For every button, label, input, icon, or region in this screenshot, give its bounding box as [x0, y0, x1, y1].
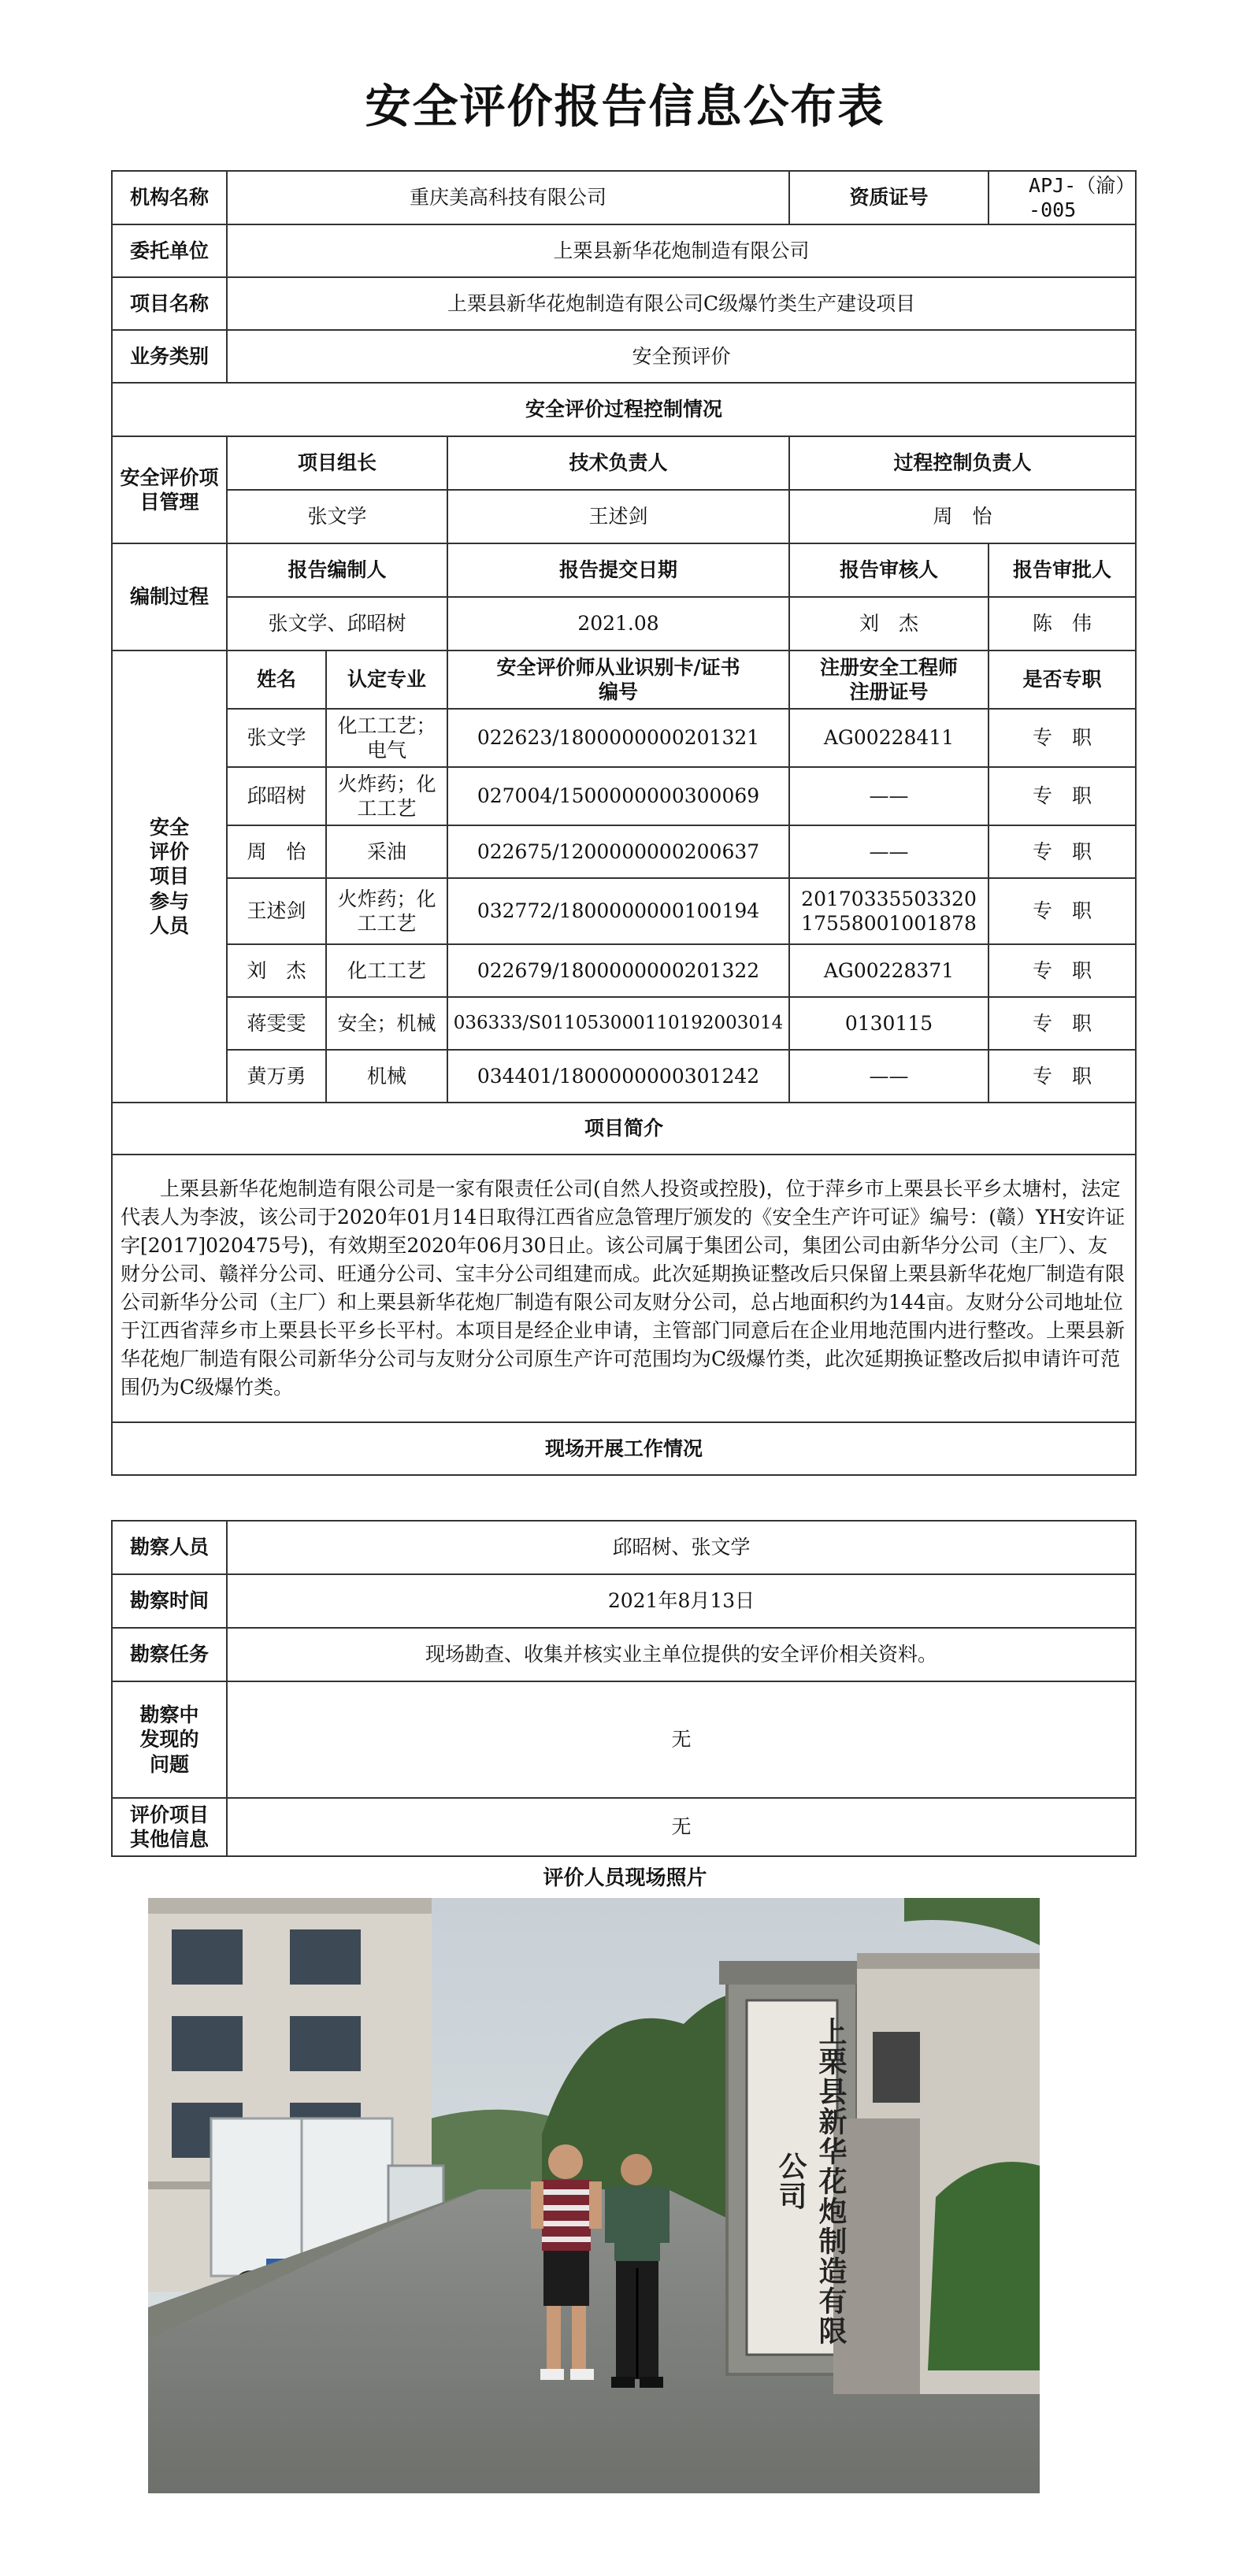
- participant-fulltime: 专 职: [989, 997, 1136, 1050]
- org-name-label: 机构名称: [112, 171, 227, 224]
- cert-value: APJ-（渝）-005: [989, 171, 1136, 224]
- compilation-approver: 陈 伟: [989, 597, 1136, 650]
- table-row: [112, 709, 1136, 767]
- participant-card: 022623/1800000000201321: [447, 709, 789, 767]
- compilation-author: 张文学、邱昭树: [227, 597, 447, 650]
- survey-task-label: 勘察任务: [112, 1628, 227, 1681]
- participant-card: 032772/1800000000100194: [447, 878, 789, 944]
- management-leader: 张文学: [227, 490, 447, 543]
- compilation-date: 2021.08: [447, 597, 789, 650]
- info-table: [111, 170, 1137, 1476]
- participants-header-card: 安全评价师从业识别卡/证书编号: [447, 650, 789, 709]
- survey-time-value: 2021年8月13日: [227, 1574, 1136, 1628]
- participant-reg: 0130115: [789, 997, 989, 1050]
- management-tech: 王述剑: [447, 490, 789, 543]
- participant-card: 027004/1500000000300069: [447, 767, 789, 825]
- participants-header-reg: 注册安全工程师注册证号: [789, 650, 989, 709]
- survey-table: [111, 1520, 1137, 1857]
- compilation-header-author: 报告编制人: [227, 543, 447, 597]
- participant-fulltime: 专 职: [989, 825, 1136, 878]
- participant-major: 化工工艺: [326, 944, 447, 997]
- intro-header: 项目简介: [112, 1103, 1136, 1155]
- survey-people-label: 勘察人员: [112, 1521, 227, 1574]
- participant-name: 张文学: [227, 709, 326, 767]
- client-value: 上栗县新华花炮制造有限公司: [227, 224, 1136, 277]
- participant-reg: AG00228371: [789, 944, 989, 997]
- table-row: [112, 997, 1136, 1050]
- participant-fulltime: 专 职: [989, 1050, 1136, 1103]
- business-value: 安全预评价: [227, 330, 1136, 383]
- participant-fulltime: 专 职: [989, 878, 1136, 944]
- participant-name: 黄万勇: [227, 1050, 326, 1103]
- process-header: 安全评价过程控制情况: [112, 383, 1136, 436]
- intro-text: 上栗县新华花炮制造有限公司是一家有限责任公司(自然人投资或控股)，位于萍乡市上栗县长平乡太塘村，法定代表人为李波，该公司于2020年01月14日取得江西省应急管理厅颁发的《安全生产许可证》编号：(赣）YH安许证字[2017]020475号)，有效期至2020年06月30日止。该公司属于集团公司，集团公司由新华分公司（主厂）、友财分公司、赣祥分公司、旺通分公司、宝丰分公司组建而成。此次延期换证整改后只保留上栗县新华花炮厂制造有限公司新华分公司（主厂）和上栗县新华花炮厂制造有限公司友财分公司，总占地面积约为144亩。友财分公司地址位于江西省萍乡市上栗县长平乡长平村。本项目是经企业申请，主管部门同意后在企业用地范围内进行整改。上栗县新华花炮厂制造有限公司新华分公司与友财分公司原生产许可范围均为C级爆竹类，此次延期换证整改后拟申请许可范围仍为C级爆竹类。: [112, 1155, 1136, 1422]
- participant-reg: ——: [789, 1050, 989, 1103]
- participant-reg: ——: [789, 767, 989, 825]
- survey-other-value: 无: [227, 1798, 1136, 1856]
- participant-reg: AG00228411: [789, 709, 989, 767]
- participant-reg: 2017033550332017558001001878: [789, 878, 989, 944]
- cert-label: 资质证号: [789, 171, 989, 224]
- participant-major: 机械: [326, 1050, 447, 1103]
- survey-task-value: 现场勘查、收集并核实业主单位提供的安全评价相关资料。: [227, 1628, 1136, 1681]
- org-row: [112, 171, 1136, 224]
- participant-card: 034401/1800000000301242: [447, 1050, 789, 1103]
- gate-sign: 上栗县新华花炮制造有限公司: [774, 2017, 848, 2346]
- org-name-value: 重庆美高科技有限公司: [227, 171, 789, 224]
- photo-caption: 评价人员现场照片: [543, 1866, 707, 1890]
- compilation-header-date: 报告提交日期: [447, 543, 789, 597]
- participant-name: 刘 杰: [227, 944, 326, 997]
- participant-name: 周 怡: [227, 825, 326, 878]
- compilation-label: 编制过程: [112, 543, 227, 650]
- participant-name: 王述剑: [227, 878, 326, 944]
- management-header-leader: 项目组长: [227, 436, 447, 490]
- project-label: 项目名称: [112, 277, 227, 330]
- management-header-tech: 技术负责人: [447, 436, 789, 490]
- table-row: [112, 878, 1136, 944]
- participant-name: 蒋雯雯: [227, 997, 326, 1050]
- survey-issues-value: 无: [227, 1681, 1136, 1798]
- compilation-header-reviewer: 报告审核人: [789, 543, 989, 597]
- participant-major: 采油: [326, 825, 447, 878]
- participant-fulltime: 专 职: [989, 944, 1136, 997]
- project-value: 上栗县新华花炮制造有限公司C级爆竹类生产建设项目: [227, 277, 1136, 330]
- participant-fulltime: 专 职: [989, 767, 1136, 825]
- business-label: 业务类别: [112, 330, 227, 383]
- participants-header-name: 姓名: [227, 650, 326, 709]
- participant-name: 邱昭树: [227, 767, 326, 825]
- participant-major: 化工工艺；电气: [326, 709, 447, 767]
- client-label: 委托单位: [112, 224, 227, 277]
- participants-header-fulltime: 是否专职: [989, 650, 1136, 709]
- page-title: 安全评价报告信息公布表: [365, 80, 885, 133]
- participant-major: 火炸药；化工工艺: [326, 878, 447, 944]
- site-header: 现场开展工作情况: [112, 1422, 1136, 1475]
- survey-issues-label: 勘察中发现的问题: [112, 1681, 227, 1798]
- table-row: [112, 825, 1136, 878]
- table-row: [112, 767, 1136, 825]
- participant-major: 安全；机械: [326, 997, 447, 1050]
- participant-card: 036333/S011053000110192003014: [447, 997, 789, 1050]
- participants-label: 安全评价项目参与人员: [112, 650, 227, 1103]
- management-header-control: 过程控制负责人: [789, 436, 1136, 490]
- table-row: [112, 1050, 1136, 1103]
- participant-reg: ——: [789, 825, 989, 878]
- survey-people-value: 邱昭树、张文学: [227, 1521, 1136, 1574]
- survey-other-label: 评价项目其他信息: [112, 1798, 227, 1856]
- participants-header-major: 认定专业: [326, 650, 447, 709]
- compilation-header-approver: 报告审批人: [989, 543, 1136, 597]
- table-row: [112, 944, 1136, 997]
- management-label: 安全评价项目管理: [112, 436, 227, 543]
- management-control: 周 怡: [789, 490, 1136, 543]
- compilation-reviewer: 刘 杰: [789, 597, 989, 650]
- participant-major: 火炸药；化工工艺: [326, 767, 447, 825]
- participant-card: 022679/1800000000201322: [447, 944, 789, 997]
- survey-time-label: 勘察时间: [112, 1574, 227, 1628]
- site-photo: [148, 1898, 1040, 2493]
- participant-card: 022675/1200000000200637: [447, 825, 789, 878]
- participant-fulltime: 专 职: [989, 709, 1136, 767]
